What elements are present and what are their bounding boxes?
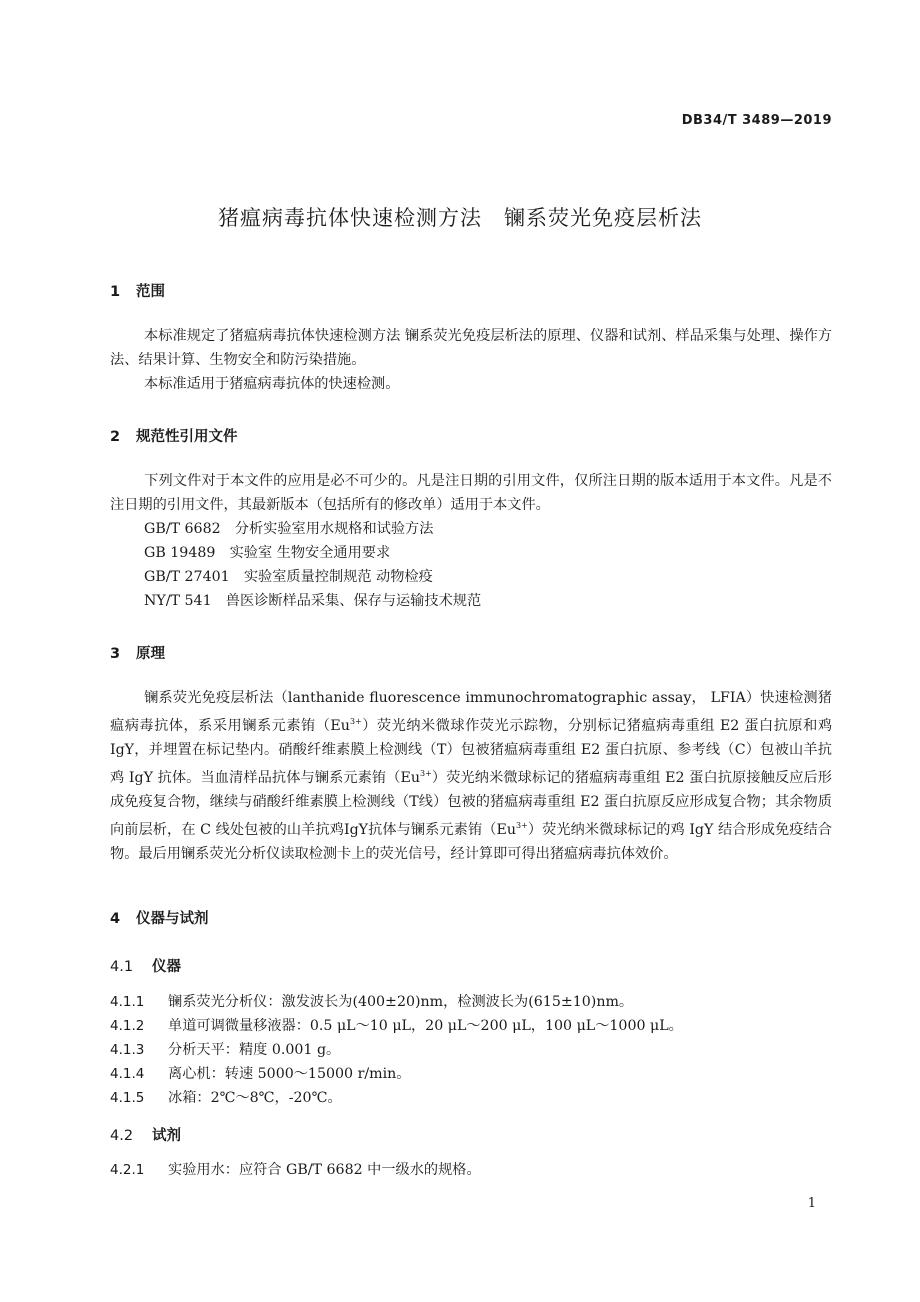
- section-number: 3: [110, 646, 121, 662]
- section-3-principle: 镧系荧光免疫层析法（lanthanide fluorescence immunochromatographic assay， LFIA）快速检测猪瘟病毒抗体，系采用镧系元素铕$(Eu^{3+})$荧光纳米微球作荧光示踪物，分别标记猪瘟病毒重组 E2 蛋白抗原和鸡 IgY，并埋置在标记垫内。硝酸纤维素膜上检测线（T）包被猪瘟病毒重组 E2 蛋白抗原、参考线（C）包被山羊抗鸡 IgY 抗体。当血清样品抗体与镧系元素铕$(Eu^{3+})$荧光纳米微球标记的猪瘟病毒重组 E2 蛋白抗原接触反应后形成免疫复合物，继续与硝酸纤维素膜上检测线（T线）包被的猪瘟病毒重组 E2 蛋白抗原反应形成复合物；其余物质向前层析，在 C 线处包被的山羊抗鸡IgY抗体与镧系元素铕$(Eu^{3+})$荧光纳米微球标记的鸡 IgY 结合形成免疫结合物。最后用镧系荧光分析仪读取检测卡上的荧光信号，经计算即可得出猪瘟病毒抗体效价。: [110, 690, 833, 862]
- section-number: 1: [110, 284, 121, 300]
- section-4-heading: [110, 907, 209, 928]
- subsection-title: 仪器: [152, 959, 181, 975]
- subsection-4-1-heading: [110, 955, 181, 976]
- section-1-paragraph-2: 本标准适用于猪瘟病毒抗体的快速检测。: [144, 376, 400, 392]
- subsection-title: 试剂: [152, 1128, 181, 1144]
- instrument-item: 4.1.4 离心机：转速 5000～15000 r/min。: [110, 1066, 411, 1082]
- section-title: 原理: [136, 646, 165, 662]
- page-number: 1: [807, 1196, 816, 1211]
- reference-item: NY/T 541 兽医诊断样品采集、保存与运输技术规范: [144, 593, 482, 609]
- section-2-heading: [110, 425, 238, 446]
- instrument-item: 4.1.1 镧系荧光分析仪：激发波长为(400±20)nm，检测波长为(615±10)nm。: [110, 994, 634, 1010]
- subsection-number: 4.1: [110, 959, 134, 975]
- superscript: 3+: [349, 717, 362, 726]
- instrument-item: 4.1.3 分析天平：精度 0.001 g。: [110, 1042, 341, 1058]
- section-title: 仪器与试剂: [136, 911, 209, 927]
- instrument-item: 4.1.5 冰箱：2℃～8℃，-20℃。: [110, 1090, 342, 1106]
- subsection-4-2-heading: [110, 1124, 181, 1145]
- superscript: 3+: [420, 769, 432, 778]
- section-1-heading: [110, 280, 165, 301]
- superscript: 3+: [515, 821, 528, 830]
- instrument-item: 4.1.2 单道可调微量移液器：0.5 μL～10 μL，20 μL～200 μL，100 μL～1000 μL。: [110, 1018, 683, 1034]
- section-number: 2: [110, 429, 121, 445]
- subsection-number: 4.2: [110, 1128, 134, 1144]
- reference-item: GB 19489 实验室 生物安全通用要求: [144, 545, 391, 561]
- document-title: 猪瘟病毒抗体快速检测方法 镧系荧光免疫层析法: [218, 206, 702, 230]
- reference-item: GB/T 6682 分析实验室用水规格和试验方法: [144, 521, 434, 537]
- section-title: 规范性引用文件: [136, 429, 238, 445]
- reagent-item: 4.2.1 实验用水：应符合 GB/T 6682 中一级水的规格。: [110, 1162, 481, 1178]
- section-title: 范围: [136, 284, 165, 300]
- section-number: 4: [110, 911, 121, 927]
- section-3-heading: [110, 642, 165, 663]
- section-1-paragraph-1: 本标准规定了猪瘟病毒抗体快速检测方法 镧系荧光免疫层析法的原理、仪器和试剂、样品采集与处理、操作方法、结果计算、生物安全和防污染措施。: [110, 328, 832, 368]
- reference-item: GB/T 27401 实验室质量控制规范 动物检疫: [144, 569, 433, 585]
- section-2-paragraph: 下列文件对于本文件的应用是必不可少的。凡是注日期的引用文件，仅所注日期的版本适用于本文件。凡是不注日期的引用文件，其最新版本（包括所有的修改单）适用于本文件。: [110, 473, 832, 513]
- standard-code: DB34/T 3489—2019: [681, 113, 832, 128]
